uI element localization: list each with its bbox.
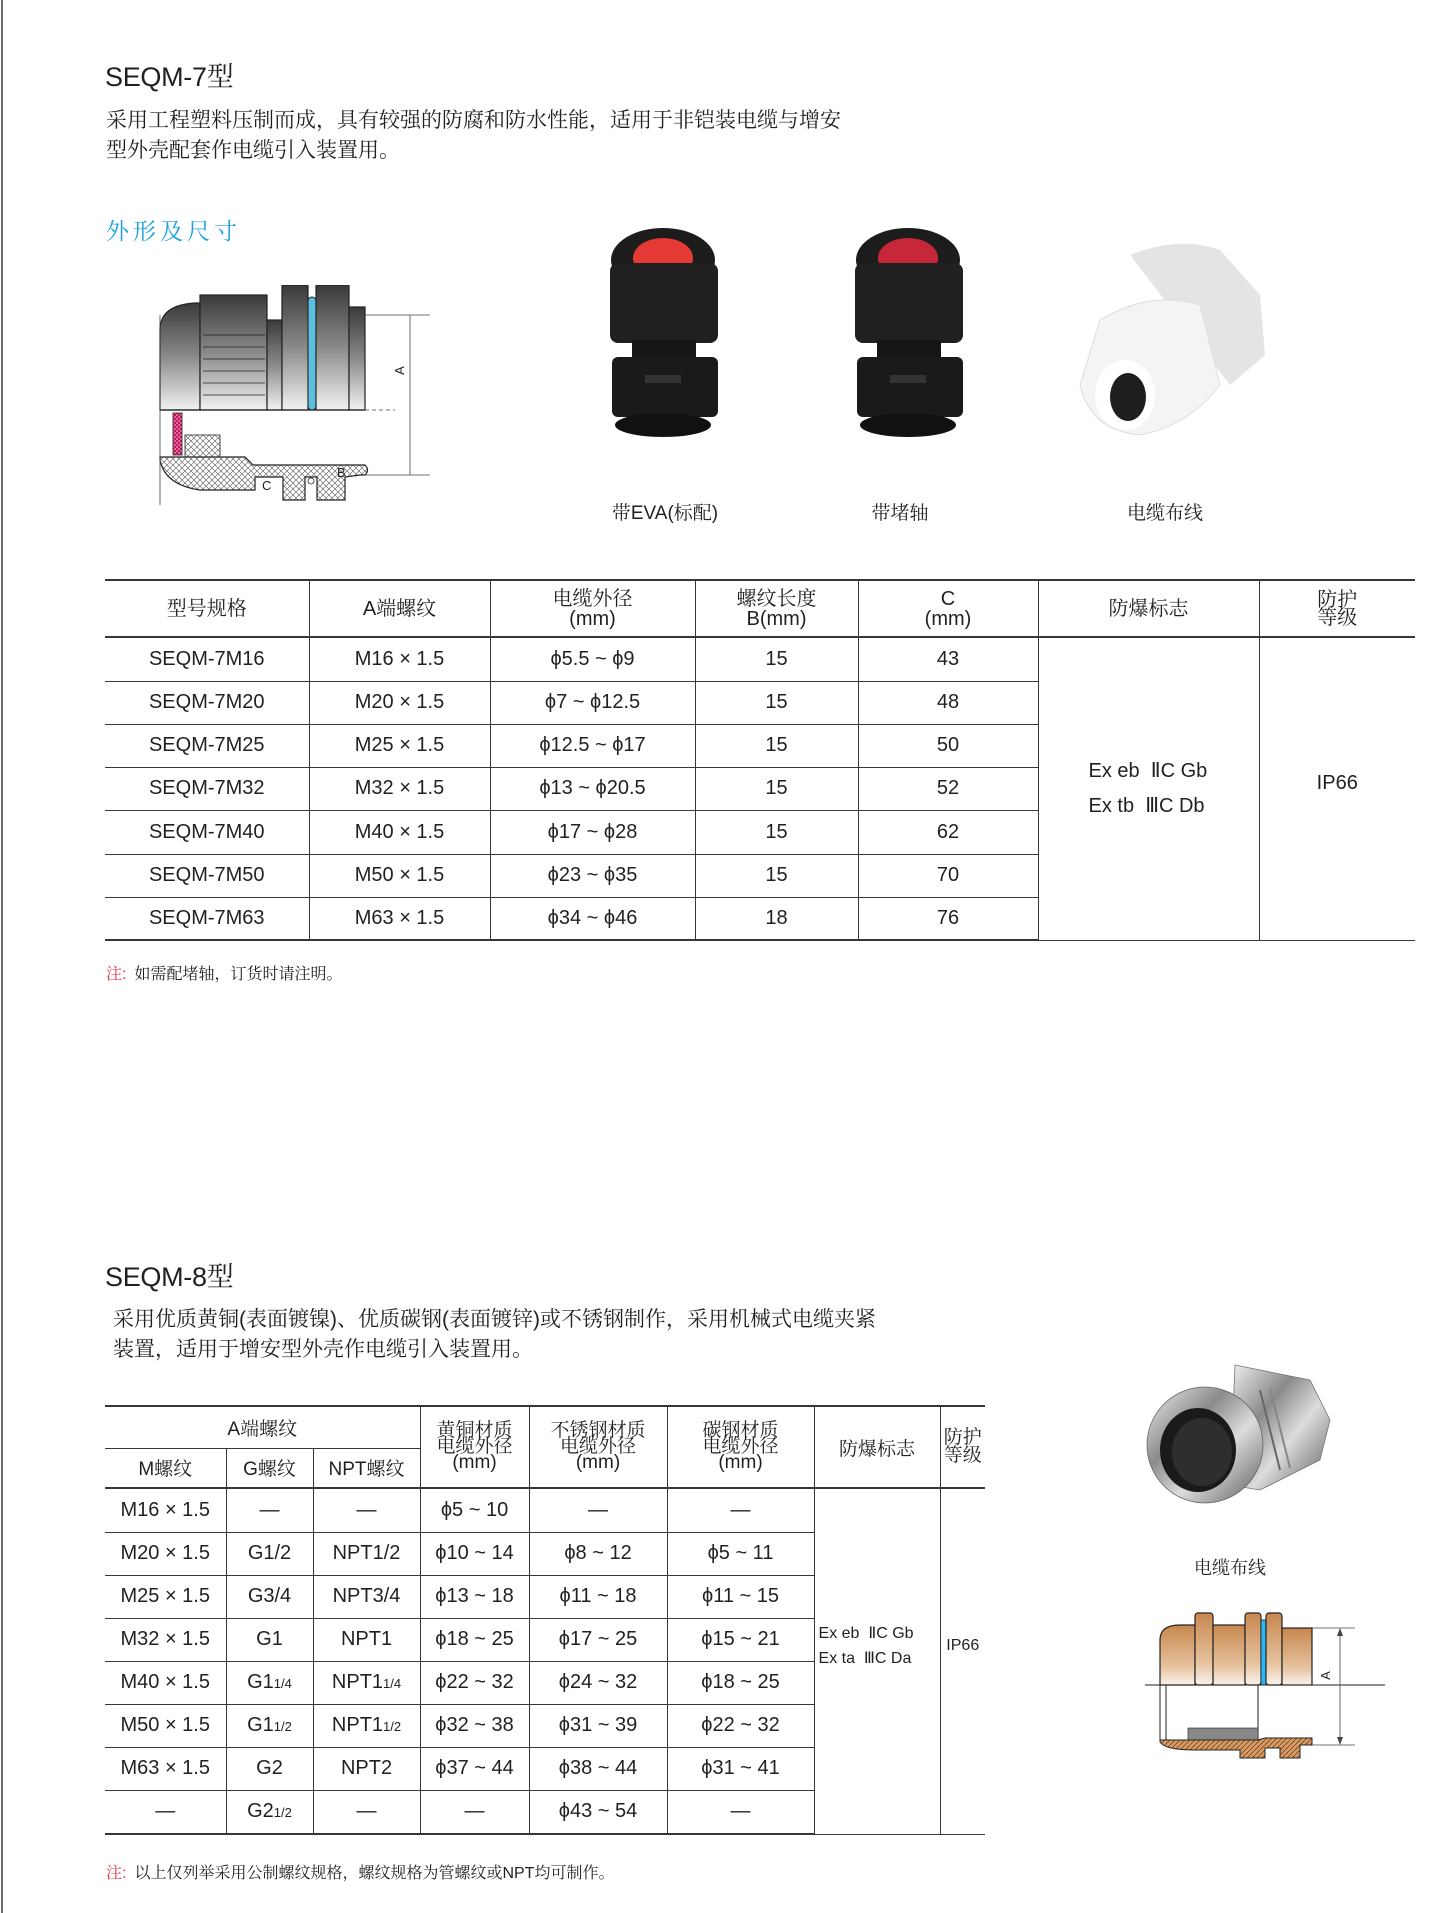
header-g-thread: G螺纹 bbox=[226, 1448, 313, 1488]
dimension-label-c: C bbox=[262, 478, 272, 493]
cell-stainless: ϕ8 ~ 12 bbox=[529, 1532, 667, 1575]
cell-m: M63 × 1.5 bbox=[105, 1747, 226, 1790]
cell-brass: ϕ32 ~ 38 bbox=[420, 1704, 529, 1747]
header-protection: 防护 等级 bbox=[1259, 580, 1415, 637]
cell-b: 15 bbox=[695, 681, 858, 724]
seqm8-description bbox=[113, 1305, 876, 1365]
seqm8-dimension-label-a: A bbox=[1317, 1671, 1333, 1680]
cell-b: 18 bbox=[695, 897, 858, 940]
photo-black-gland-eva bbox=[590, 225, 740, 445]
ex-mark-line2: Ex ta ⅢC Da bbox=[818, 1650, 912, 1668]
cell-g: G2 bbox=[226, 1747, 313, 1790]
cell-cable: ϕ17 ~ ϕ28 bbox=[490, 810, 695, 854]
seqm8-description-line2: 装置，适用于增安型外壳作电缆引入装置用。 bbox=[113, 1338, 533, 1361]
seqm7-description-line1: 采用工程塑料压制而成，具有较强的防腐和防水性能，适用于非铠装电缆与增安 bbox=[106, 109, 841, 132]
seqm7-description-line2: 型外壳配套作电缆引入装置用。 bbox=[106, 139, 400, 162]
cell-c: 50 bbox=[858, 724, 1038, 767]
cell-stainless: ϕ24 ~ 32 bbox=[529, 1661, 667, 1704]
cell-cable: ϕ34 ~ ϕ46 bbox=[490, 897, 695, 940]
cell-cable: ϕ7 ~ ϕ12.5 bbox=[490, 681, 695, 724]
seqm8-title: SEQM-8型 bbox=[105, 1262, 234, 1292]
seqm7-dimensions-heading: 外形及尺寸 bbox=[106, 218, 241, 244]
cell-g: G1 bbox=[226, 1618, 313, 1661]
cell-carbon: — bbox=[667, 1488, 814, 1532]
cell-brass: ϕ13 ~ 18 bbox=[420, 1575, 529, 1618]
header-cable-diameter: 电缆外径 (mm) bbox=[490, 580, 695, 637]
cell-m: M16 × 1.5 bbox=[105, 1488, 226, 1532]
ex-mark-line1: Ex eb ⅡC Gb bbox=[1088, 759, 1208, 782]
cell-g: G3/4 bbox=[226, 1575, 313, 1618]
cell-brass: ϕ22 ~ 32 bbox=[420, 1661, 529, 1704]
cell-brass: ϕ10 ~ 14 bbox=[420, 1532, 529, 1575]
photo-caption-plug: 带堵轴 bbox=[871, 503, 929, 524]
photo-caption-cable: 电缆布线 bbox=[1126, 503, 1203, 524]
table-row bbox=[105, 637, 1415, 681]
note-text: 如需配堵轴，订货时请注明。 bbox=[134, 966, 343, 983]
cell-c: 43 bbox=[858, 637, 1038, 681]
cell-protection: IP66 bbox=[940, 1488, 985, 1834]
cell-protection: IP66 bbox=[1259, 637, 1415, 940]
cell-m: — bbox=[105, 1790, 226, 1834]
cell-g: — bbox=[226, 1488, 313, 1532]
seqm7-dimension-diagram bbox=[155, 285, 435, 505]
cell-carbon: ϕ22 ~ 32 bbox=[667, 1704, 814, 1747]
cell-brass: ϕ18 ~ 25 bbox=[420, 1618, 529, 1661]
cell-stainless: ϕ11 ~ 18 bbox=[529, 1575, 667, 1618]
note-text: 以上仅列举采用公制螺纹规格，螺纹规格为管螺纹或NPT均可制作。 bbox=[134, 1865, 615, 1882]
header-thread-length: 螺纹长度 B(mm) bbox=[695, 580, 858, 637]
header-ex-mark: 防爆标志 bbox=[814, 1406, 940, 1488]
cell-npt: NPT3/4 bbox=[313, 1575, 420, 1618]
ex-mark-line2: Ex tb ⅢC Db bbox=[1088, 794, 1205, 817]
cell-cable: ϕ12.5 ~ ϕ17 bbox=[490, 724, 695, 767]
cell-carbon: ϕ18 ~ 25 bbox=[667, 1661, 814, 1704]
cell-thread: M25 × 1.5 bbox=[309, 724, 490, 767]
photo-caption-eva: 带EVA(标配) bbox=[611, 503, 719, 524]
cell-npt: — bbox=[313, 1790, 420, 1834]
seqm8-dimension-diagram bbox=[1140, 1610, 1390, 1770]
note-mark: 注: bbox=[106, 1865, 127, 1882]
cell-model: SEQM-7M25 bbox=[105, 724, 309, 767]
cell-cable: ϕ13 ~ ϕ20.5 bbox=[490, 767, 695, 810]
dimension-label-a: A bbox=[391, 366, 407, 375]
header-stainless-diameter: 不锈钢材质 电缆外径 (mm) bbox=[529, 1406, 667, 1488]
ex-mark-line1: Ex eb ⅡC Gb bbox=[818, 1625, 914, 1643]
page-edge-divider bbox=[1, 0, 3, 1913]
seqm8-photo-caption: 电缆布线 bbox=[1194, 1558, 1266, 1578]
seqm7-note bbox=[106, 961, 342, 984]
header-npt-thread: NPT螺纹 bbox=[313, 1448, 420, 1488]
cell-npt: NPT1 bbox=[313, 1618, 420, 1661]
cell-thread: M50 × 1.5 bbox=[309, 854, 490, 897]
cell-c: 48 bbox=[858, 681, 1038, 724]
cell-b: 15 bbox=[695, 810, 858, 854]
cell-ex-mark bbox=[1038, 637, 1259, 940]
cell-npt: NPT11/2 bbox=[313, 1704, 420, 1747]
cell-carbon: ϕ31 ~ 41 bbox=[667, 1747, 814, 1790]
cell-thread: M32 × 1.5 bbox=[309, 767, 490, 810]
cell-model: SEQM-7M16 bbox=[105, 637, 309, 681]
dimension-label-b: B bbox=[337, 465, 346, 480]
cell-stainless: ϕ31 ~ 39 bbox=[529, 1704, 667, 1747]
header-a-thread-group: A端螺纹 bbox=[105, 1406, 420, 1448]
table-header-row bbox=[105, 580, 1415, 637]
cell-model: SEQM-7M32 bbox=[105, 767, 309, 810]
cell-thread: M16 × 1.5 bbox=[309, 637, 490, 681]
cell-carbon: ϕ15 ~ 21 bbox=[667, 1618, 814, 1661]
seqm7-spec-table bbox=[105, 579, 1415, 941]
cell-b: 15 bbox=[695, 767, 858, 810]
seqm7-title: SEQM-7型 bbox=[105, 62, 234, 92]
cell-b: 15 bbox=[695, 854, 858, 897]
header-model: 型号规格 bbox=[105, 580, 309, 637]
seqm8-note bbox=[106, 1860, 614, 1883]
table-header-row bbox=[105, 1406, 985, 1448]
cell-ex-mark bbox=[814, 1488, 940, 1834]
header-protection: 防护 等级 bbox=[940, 1406, 985, 1488]
cell-thread: M63 × 1.5 bbox=[309, 897, 490, 940]
cell-model: SEQM-7M63 bbox=[105, 897, 309, 940]
seqm8-spec-table bbox=[105, 1405, 985, 1835]
cell-stainless: — bbox=[529, 1488, 667, 1532]
cell-m: M25 × 1.5 bbox=[105, 1575, 226, 1618]
table-row bbox=[105, 1488, 985, 1532]
note-mark: 注: bbox=[106, 966, 127, 983]
header-c: C (mm) bbox=[858, 580, 1038, 637]
cell-g: G11/4 bbox=[226, 1661, 313, 1704]
cell-c: 76 bbox=[858, 897, 1038, 940]
header-carbon-diameter: 碳钢材质 电缆外径 (mm) bbox=[667, 1406, 814, 1488]
cell-g: G21/2 bbox=[226, 1790, 313, 1834]
cell-cable: ϕ5.5 ~ ϕ9 bbox=[490, 637, 695, 681]
header-a-thread: A端螺纹 bbox=[309, 580, 490, 637]
cell-npt: NPT2 bbox=[313, 1747, 420, 1790]
cell-model: SEQM-7M50 bbox=[105, 854, 309, 897]
cell-g: G11/2 bbox=[226, 1704, 313, 1747]
seqm7-description bbox=[106, 106, 841, 166]
cell-brass: ϕ37 ~ 44 bbox=[420, 1747, 529, 1790]
cell-stainless: ϕ43 ~ 54 bbox=[529, 1790, 667, 1834]
cell-brass: — bbox=[420, 1790, 529, 1834]
cell-thread: M20 × 1.5 bbox=[309, 681, 490, 724]
cell-thread: M40 × 1.5 bbox=[309, 810, 490, 854]
cell-b: 15 bbox=[695, 724, 858, 767]
cell-m: M50 × 1.5 bbox=[105, 1704, 226, 1747]
cell-cable: ϕ23 ~ ϕ35 bbox=[490, 854, 695, 897]
cell-stainless: ϕ17 ~ 25 bbox=[529, 1618, 667, 1661]
cell-carbon: — bbox=[667, 1790, 814, 1834]
cell-c: 70 bbox=[858, 854, 1038, 897]
cell-m: M40 × 1.5 bbox=[105, 1661, 226, 1704]
cell-m: M32 × 1.5 bbox=[105, 1618, 226, 1661]
cell-npt: NPT1/2 bbox=[313, 1532, 420, 1575]
photo-metal-gland bbox=[1140, 1350, 1340, 1520]
cell-stainless: ϕ38 ~ 44 bbox=[529, 1747, 667, 1790]
header-brass-diameter: 黄铜材质 电缆外径 (mm) bbox=[420, 1406, 529, 1488]
cell-b: 15 bbox=[695, 637, 858, 681]
photo-black-gland-plug bbox=[835, 225, 985, 445]
header-ex-mark: 防爆标志 bbox=[1038, 580, 1259, 637]
cell-m: M20 × 1.5 bbox=[105, 1532, 226, 1575]
photo-white-gland bbox=[1070, 235, 1280, 450]
cell-npt: NPT11/4 bbox=[313, 1661, 420, 1704]
cell-carbon: ϕ5 ~ 11 bbox=[667, 1532, 814, 1575]
cell-model: SEQM-7M20 bbox=[105, 681, 309, 724]
cell-model: SEQM-7M40 bbox=[105, 810, 309, 854]
cell-c: 52 bbox=[858, 767, 1038, 810]
cell-brass: ϕ5 ~ 10 bbox=[420, 1488, 529, 1532]
cell-c: 62 bbox=[858, 810, 1038, 854]
seqm8-description-line1: 采用优质黄铜(表面镀镍)、优质碳钢(表面镀锌)或不锈钢制作，采用机械式电缆夹紧 bbox=[113, 1308, 876, 1331]
header-m-thread: M螺纹 bbox=[105, 1448, 226, 1488]
cell-carbon: ϕ11 ~ 15 bbox=[667, 1575, 814, 1618]
cell-g: G1/2 bbox=[226, 1532, 313, 1575]
cell-npt: — bbox=[313, 1488, 420, 1532]
